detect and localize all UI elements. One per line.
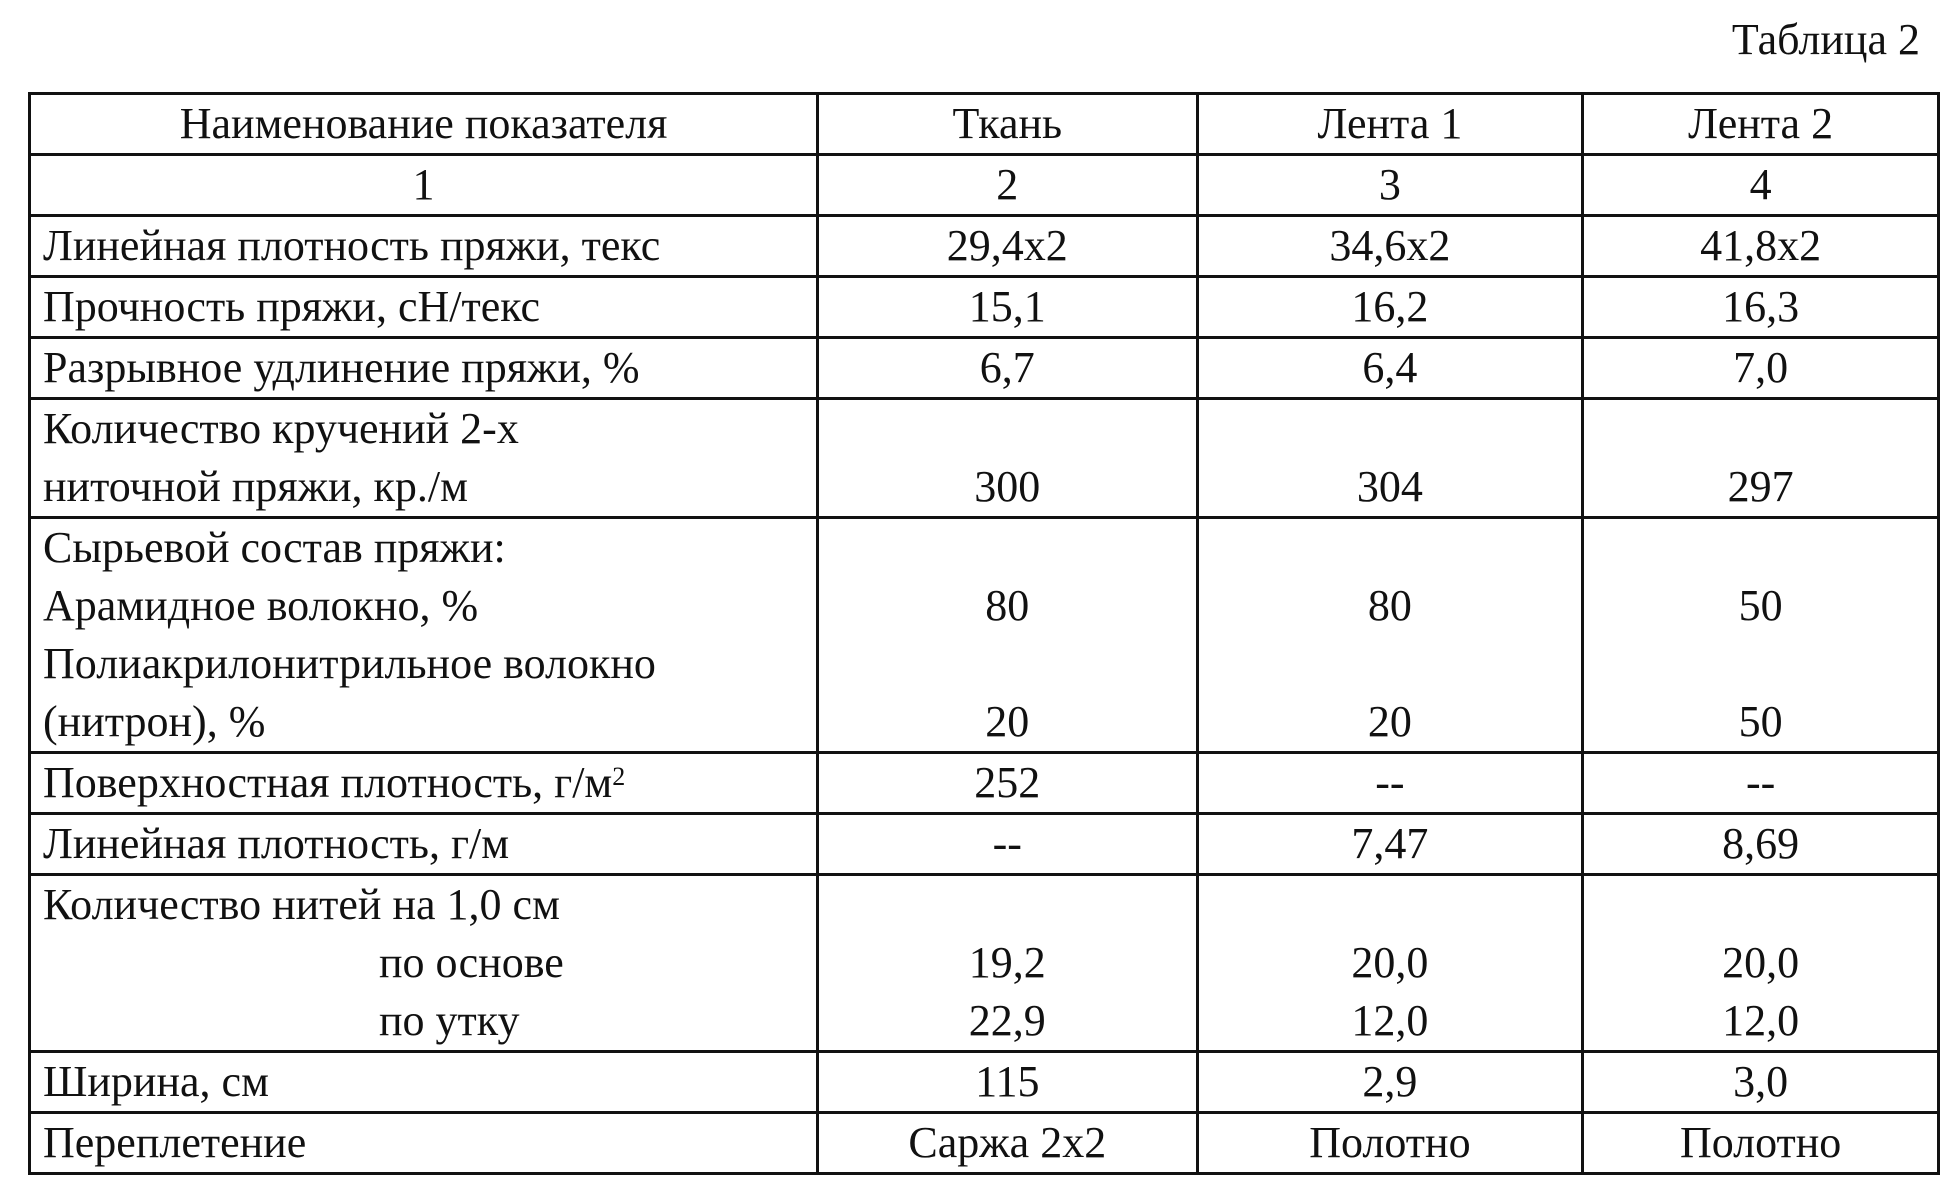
row-label: Линейная плотность пряжи, текс: [30, 216, 818, 277]
row-label: [30, 875, 818, 1052]
table-cell: 29,4х2: [818, 216, 1197, 277]
table-row: [30, 216, 1939, 277]
value-aramid: 50: [1738, 581, 1783, 630]
column-number: 3: [1197, 155, 1583, 216]
table-row: [30, 875, 1939, 1052]
table-cell: 2,9: [1197, 1052, 1583, 1113]
table-cell: 304: [1197, 399, 1583, 518]
row-label-line: по основе: [379, 938, 564, 987]
table-row: [30, 1052, 1939, 1113]
value-pan: 50: [1738, 697, 1783, 746]
row-label: [30, 399, 818, 518]
row-label-text: Поверхностная плотность, г/м: [43, 758, 613, 807]
table-cell: [818, 875, 1197, 1052]
row-label-line: Сырьевой состав пряжи:: [43, 523, 506, 572]
header-fabric: Ткань: [818, 94, 1197, 155]
table-cell: 16,3: [1583, 277, 1939, 338]
value-warp: 19,2: [968, 938, 1046, 987]
table-cell: [818, 518, 1197, 753]
table-cell: 7,47: [1197, 814, 1583, 875]
table-cell: --: [818, 814, 1197, 875]
column-number: 2: [818, 155, 1197, 216]
data-table: [28, 92, 1940, 1175]
value-warp: 20,0: [1351, 938, 1429, 987]
table-row: [30, 338, 1939, 399]
row-label-line: по утку: [379, 996, 520, 1045]
header-tape-2: Лента 2: [1583, 94, 1939, 155]
table-cell: 8,69: [1583, 814, 1939, 875]
value-pan: 20: [985, 697, 1030, 746]
value-weft: 22,9: [968, 996, 1046, 1045]
row-label: Прочность пряжи, сН/текс: [30, 277, 818, 338]
column-number-row: [30, 155, 1939, 216]
row-label: Переплетение: [30, 1113, 818, 1174]
value-weft: 12,0: [1351, 996, 1429, 1045]
table-row: [30, 518, 1939, 753]
table-cell: 3,0: [1583, 1052, 1939, 1113]
row-label: [30, 518, 818, 753]
table-cell: Полотно: [1583, 1113, 1939, 1174]
row-label-line: Арамидное волокно, %: [43, 581, 479, 630]
table-cell: [1583, 518, 1939, 753]
table-cell: --: [1197, 753, 1583, 814]
row-label-line: Полиакрилонитрильное волокно: [43, 639, 656, 688]
table-header-row: [30, 94, 1939, 155]
table-cell: 6,4: [1197, 338, 1583, 399]
superscript: 2: [612, 762, 626, 791]
table-cell: [1197, 875, 1583, 1052]
row-label: [30, 753, 818, 814]
row-label: Разрывное удлинение пряжи, %: [30, 338, 818, 399]
table-caption: Таблица 2: [1731, 15, 1920, 64]
row-label-line: Количество нитей на 1,0 см: [43, 880, 560, 929]
header-tape-1: Лента 1: [1197, 94, 1583, 155]
header-indicator-name: Наименование показателя: [30, 94, 818, 155]
table-cell: 34,6х2: [1197, 216, 1583, 277]
table-row: [30, 753, 1939, 814]
value-warp: 20,0: [1722, 938, 1800, 987]
table-row: [30, 399, 1939, 518]
value-pan: 20: [1367, 697, 1412, 746]
table-cell: 300: [818, 399, 1197, 518]
value-weft: 12,0: [1722, 996, 1800, 1045]
table-cell: 115: [818, 1052, 1197, 1113]
table-cell: 16,2: [1197, 277, 1583, 338]
column-number: 4: [1583, 155, 1939, 216]
table-cell: 7,0: [1583, 338, 1939, 399]
table-cell: 41,8х2: [1583, 216, 1939, 277]
table-cell: 297: [1583, 399, 1939, 518]
table-cell: Полотно: [1197, 1113, 1583, 1174]
table-cell: 15,1: [818, 277, 1197, 338]
table-row: [30, 277, 1939, 338]
table-cell: [1583, 875, 1939, 1052]
row-label: Линейная плотность, г/м: [30, 814, 818, 875]
value-aramid: 80: [985, 581, 1030, 630]
row-label-line: ниточной пряжи, кр./м: [43, 462, 469, 511]
column-number: 1: [30, 155, 818, 216]
row-label-line: Количество кручений 2-х: [43, 404, 519, 453]
row-label: Ширина, см: [30, 1052, 818, 1113]
value-aramid: 80: [1367, 581, 1412, 630]
row-label-line: (нитрон), %: [43, 697, 266, 746]
table-cell: [1197, 518, 1583, 753]
table-row: [30, 814, 1939, 875]
table-row: [30, 1113, 1939, 1174]
table-cell: Саржа 2х2: [818, 1113, 1197, 1174]
table-cell: --: [1583, 753, 1939, 814]
table-cell: 6,7: [818, 338, 1197, 399]
table-cell: 252: [818, 753, 1197, 814]
